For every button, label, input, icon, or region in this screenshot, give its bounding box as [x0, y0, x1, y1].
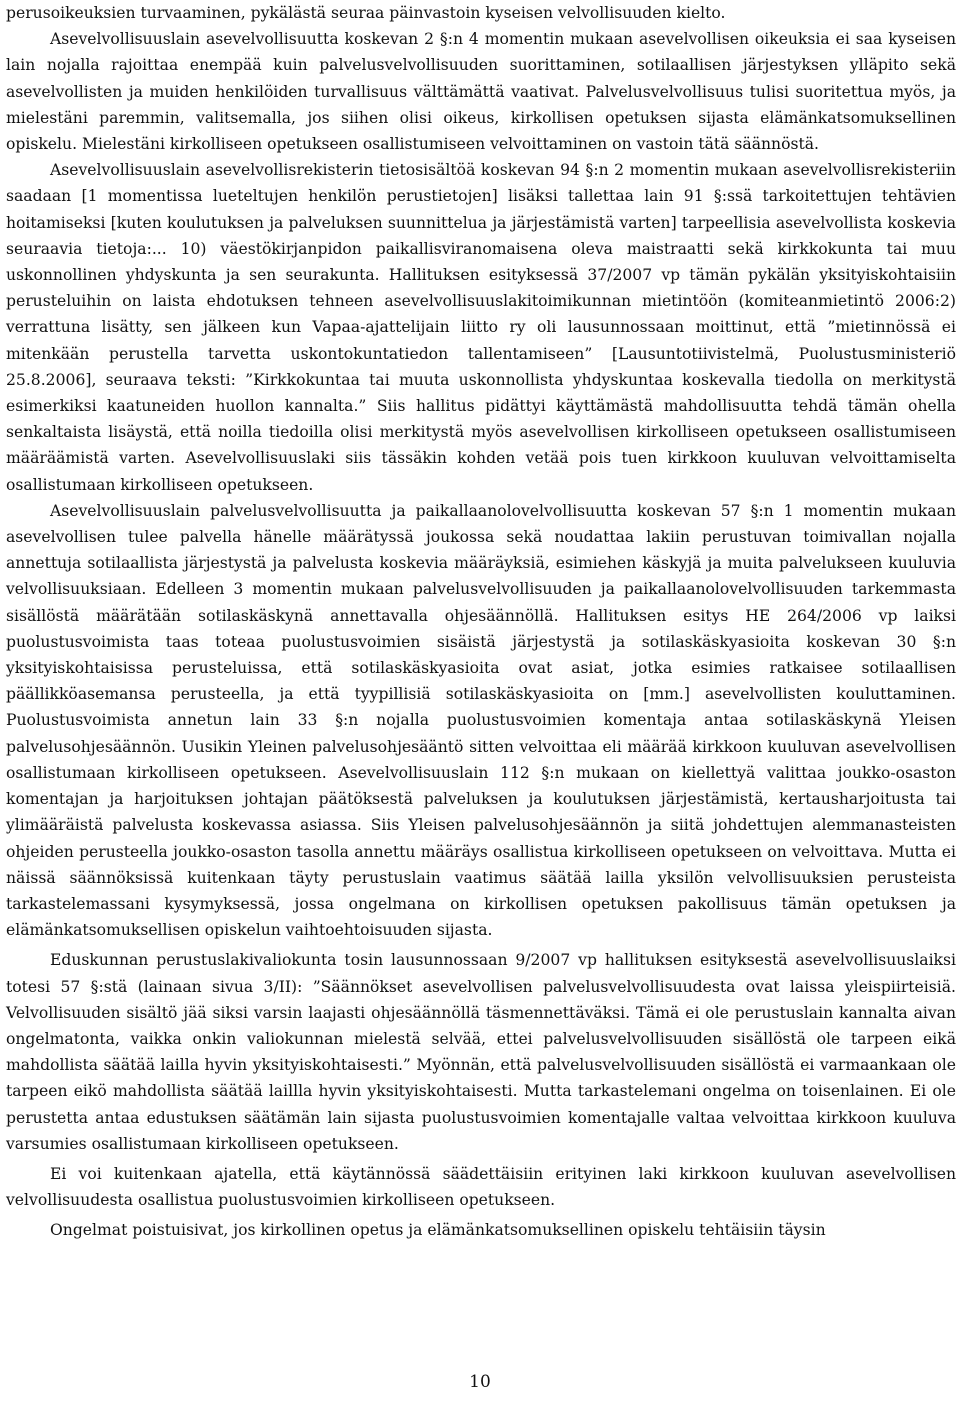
- paragraph-special-law: Ei voi kuitenkaan ajatella, että käytännössä säädettäisiin erityinen laki kirkkoon kuuluvan asevelvollisen velvollisuudesta osallistua puolustusvoimien kirkolliseen opetukseen.: [6, 1164, 956, 1210]
- paragraph-57-section: Asevelvollisuuslain palvelusvelvollisuutta ja paikallaanolovelvollisuutta koskevan 57 §:n 1 momentin mukaan asevelvollisen tulee palvella hänelle määrätyssä joukossa sekä noudattaa lakiin perustuvan toimivallan nojalla annettuja sotilaallista järjestystä ja palvelusta koskevia määräyksiä, esimiehen käskyjä ja muita palvelukseen kuuluvia velvollisuuksiaan. Edelleen 3 momentin mukaan palvelusvelvollisuuden ja paikallaanolovelvollisuuden tarkemmasta sisällöstä määrätään sotilaskäskynä annettavalla ohjesäännöllä. Hallituksen esitys HE 264/2006 vp laiksi puolustusvoimista taas toteaa puolustusvoimien sisäistä järjestystä ja sotilaskäskyasioita koskevan 30 §:n yksityiskohtaisissa perusteluissa, että sotilaskäskyasioita ovat asiat, jotka esimies ratkaisee sotilaallisen päällikköasemansa perusteella, ja että tyypillisiä sotilaskäskyasioita on [mm.] asevelvollisten kouluttaminen. Puolustusvoimista annetun lain 33 §:n nojalla puolustusvoimien komentaja antaa sotilaskäskynä Yleisen palvelusohjesäännön. Uusikin Yleinen palvelusohjesääntö sitten velvoittaa eli määrää kirkkoon kuuluvan asevelvollisen osallistumaan kirkolliseen opetukseen. Asevelvollisuuslain 112 §:n mukaan on kiellettyä valittaa joukko-osaston komentajan ja harjoituksen johtajan päätöksestä palveluksen ja koulutuksen järjestämistä, kertausharjoitusta tai ylimääräistä palvelusta koskevassa asiassa. Siis Yleisen palvelusohjesäännön ja siitä johdettujen alemmanasteisten ohjeiden perusteella joukko-osaston tasolla annettu määräys osallistua kirkolliseen opetukseen on velvoittava. Mutta ei näissä säännöksissä kuitenkaan täyty perustuslain vaatimus säätää lailla yksilön velvollisuuksien perusteista tarkastelemassani kysymyksessä, jossa ongelmana on kirkollisen opetuksen pakollisuus tämän opetuksen ja elämänkatsomuksellisen opiskelun vaihtoehtoisuuden sijasta.: [6, 501, 956, 940]
- page-number: 10: [469, 1372, 491, 1392]
- paragraph-94-section: Asevelvollisuuslain asevelvollisrekisterin tietosisältöä koskevan 94 §:n 2 momentin mukaan asevelvollisrekisteriin saadaan [1 momentissa lueteltujen henkilön perustietojen] lisäksi tallettaa lain 91 §:ssä tarkoitettujen tehtävien hoitamiseksi [kuten koulutuksen ja palveluksen suunnittelua ja järjestämistä varten] tarpeellisia asevelvollista koskevia seuraavia tietoja:... 10) väestökirjanpidon paikallisviranomaisena oleva maistraatti sekä kirkkokunta tai muu uskonnollinen yhdyskunta ja sen seurakunta. Hallituksen esityksessä 37/2007 vp tämän pykälän yksityiskohtaisiin perusteluihin on laista ehdotuksen tehneen asevelvollisuuslakitoimikunnan mietintöön (komiteanmietintö 2006:2) verrattuna lisätty, sen jälkeen kun Vapaa-ajattelijain liitto ry oli lausunnossaan moittinut, että ”mietinnössä ei mitenkään perustella tarvetta uskontokuntatiedon tallentamiseen” [Lausuntotiivistelmä, Puolustusministeriö 25.8.2006], seuraava teksti: ”Kirkkokuntaa tai muuta uskonnollista yhdyskuntaa koskevalla tiedolla on merkitystä esimerkiksi kaatuneiden huollon kannalta.” Siis hallitus pidättyi käyttämästä mahdollisuutta tehdä tämän ohella senkaltaista lisäystä, että noilla tiedoilla olisi merkitystä myös asevelvollisen kirkolliseen opetukseen osallistumiseen määräämistä varten. Asevelvollisuuslaki siis tässäkin kohden vetää pois tuen kirkkoon kuuluvan velvoittamiselta osallistumaan kirkolliseen opetukseen.: [6, 161, 956, 494]
- document-page: [6, 0, 956, 1244]
- paragraph-constitutional-committee: Eduskunnan perustuslakivaliokunta tosin lausunnossaan 9/2007 vp hallituksen esityksestä asevelvollisuuslaiksi totesi 57 §:stä (lainaan sivua 3/II): ”Säännökset asevelvollisen palvelusvelvollisuudesta ovat laissa yleispiirteisiä. Velvollisuuden sisältö jää siksi varsin laajasti ohjesäännöllä täsmennettäväksi. Tämä ei ole perustuslain kannalta aivan ongelmatonta, vaikka onkin valiokunnan mielestä selvää, ettei palvelusvelvollisuuden sisällöstä ole tarpeen eikä mahdollista säätää lailla hyvin yksityiskohtaisesti.” Myönnän, että palvelusvelvollisuuden sisällöstä ei varmaankaan ole tarpeen eikö mahdollista säätää laillla hyvin yksityiskohtaisesti. Mutta tarkastelemani ongelma on toisenlainen. Ei ole perustetta antaa edustuksen säätämän lain sijasta puolustusvoimien komentajalle valtaa velvoittaa kirkkoon kuuluva varsumies osallistumaan kirkolliseen opetukseen.: [6, 951, 956, 1153]
- paragraph-continuation: perusoikeuksien turvaaminen, pykälästä seuraa päinvastoin kyseisen velvollisuuden kielto.: [6, 4, 726, 22]
- paragraph-problems-removed: Ongelmat poistuisivat, jos kirkollinen opetus ja elämänkatsomuksellinen opiskelu tehtäisiin täysin: [50, 1221, 826, 1240]
- paragraph-2-section-4: Asevelvollisuuslain asevelvollisuutta koskevan 2 §:n 4 momentin mukaan asevelvollisen oikeuksia ei saa kyseisen lain nojalla rajoittaa enempää kuin palvelusvelvollisuuden suorittaminen, sotilaallisen järjestyksen ylläpito sekä asevelvollisten ja muiden henkilöiden turvallisuus välttämättä vaativat. Palvelusvelvollisuus tulisi suoritettua myös, ja mielestäni paremmin, valitsemalla, jos siihen olisi oikeus, kirkollisen opetuksen sijasta elämänkatsomuksellinen opiskelu. Mielestäni kirkolliseen opetukseen osallistumiseen velvoittaminen on vastoin tätä säännöstä.: [6, 30, 956, 154]
